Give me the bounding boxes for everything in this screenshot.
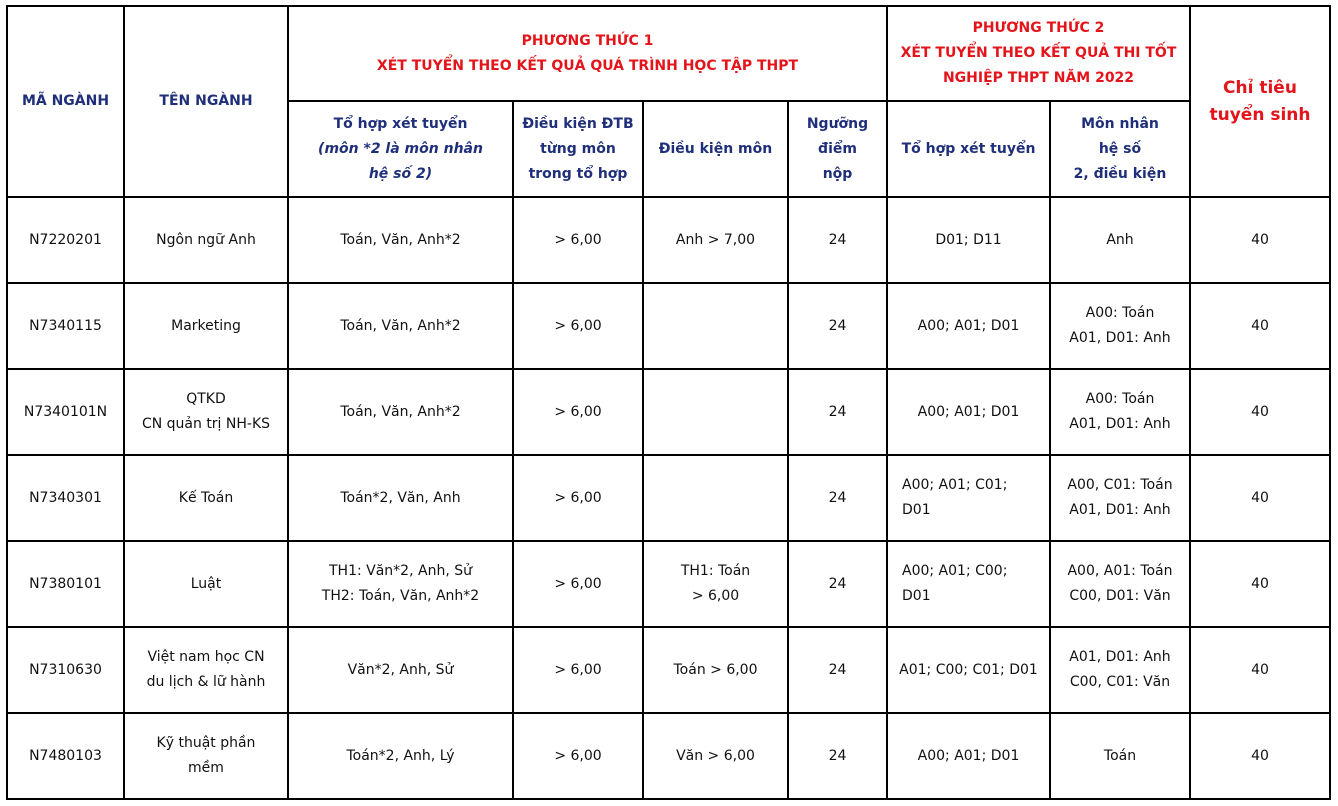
cell-combo [288, 455, 513, 541]
cell-combo-line-1: Toán*2, Văn, Anh [340, 489, 461, 506]
cell-weighted-line-2: A01, D01: Anh [1069, 330, 1171, 346]
cell-subject-condition [643, 197, 788, 283]
cell-code: N7340101N [7, 369, 124, 455]
cell-threshold: 24 [788, 713, 887, 799]
cell-name [124, 541, 288, 627]
combo-label: Tổ hợp xét tuyển [333, 115, 468, 132]
weighted-line-2: hệ số [1098, 140, 1142, 157]
cell-gpa: > 6,00 [513, 197, 643, 283]
cell-name-line-1: Việt nam học CN [147, 649, 265, 665]
cell-weighted [1050, 627, 1190, 713]
cell-combo-2-line-1: A00; A01; C01; [902, 477, 1008, 493]
cell-code: N7380101 [7, 541, 124, 627]
cell-threshold: 24 [788, 627, 887, 713]
cell-combo-2 [887, 369, 1050, 455]
cell-combo-2 [887, 713, 1050, 799]
cell-quota: 40 [1190, 627, 1330, 713]
cell-code: N7480103 [7, 713, 124, 799]
quota-line-2: tuyển sinh [1209, 104, 1311, 125]
cell-quota: 40 [1190, 713, 1330, 799]
method-2-subtitle-2: NGHIỆP THPT NĂM 2022 [942, 70, 1135, 86]
cell-combo [288, 713, 513, 799]
cell-name-line-1: Kế Toán [178, 489, 234, 506]
cell-quota: 40 [1190, 455, 1330, 541]
cell-combo-2 [887, 627, 1050, 713]
cell-combo-line-2: TH2: Toán, Văn, Anh*2 [321, 588, 480, 604]
cell-name [124, 369, 288, 455]
cell-gpa: > 6,00 [513, 369, 643, 455]
cell-name-line-2: du lịch & lữ hành [146, 674, 266, 690]
cell-weighted-line-1: A01, D01: Anh [1069, 649, 1171, 665]
cell-weighted-line-1: Toán [1103, 747, 1137, 764]
table-row [7, 197, 1330, 283]
cell-name-line-2: CN quản trị NH-KS [141, 416, 271, 432]
cell-subject-condition [643, 455, 788, 541]
cell-combo-2-line-2: D01 [902, 502, 931, 518]
cell-weighted-line-1: A00, A01: Toán [1067, 563, 1173, 579]
table-row [7, 713, 1330, 799]
cell-combo-2 [887, 541, 1050, 627]
weighted-line-1: Môn nhân [1081, 115, 1159, 132]
cell-threshold: 24 [788, 283, 887, 369]
cell-quota: 40 [1190, 369, 1330, 455]
header-combo [288, 101, 513, 197]
cell-subject-condition [643, 713, 788, 799]
gpa-line-2: từng môn [540, 140, 616, 157]
cell-combo-2-line-1: A00; A01; D01 [917, 317, 1020, 334]
method-1-subtitle: XÉT TUYỂN THEO KẾT QUẢ QUÁ TRÌNH HỌC TẬP THPT [376, 57, 799, 74]
cell-code: N7220201 [7, 197, 124, 283]
cell-weighted [1050, 713, 1190, 799]
cell-weighted-line-1: A00: Toán [1085, 391, 1155, 407]
cell-quota: 40 [1190, 283, 1330, 369]
cell-combo-2 [887, 283, 1050, 369]
header-method-2 [887, 6, 1190, 101]
cell-threshold: 24 [788, 197, 887, 283]
cell-combo-2 [887, 197, 1050, 283]
cell-combo [288, 369, 513, 455]
cell-combo-2-line-1: A01; C00; C01; D01 [899, 661, 1038, 678]
cell-weighted-line-2: C00, C01: Văn [1069, 674, 1171, 690]
cell-weighted-line-2: C00, D01: Văn [1069, 588, 1171, 604]
method-1-title: PHƯƠNG THỨC 1 [521, 32, 654, 49]
threshold-line-2: điểm [818, 140, 857, 157]
cell-condition-line-1: TH1: Toán [680, 563, 751, 579]
cell-name-line-1: Luật [190, 575, 222, 592]
cell-combo-line-1: Toán, Văn, Anh*2 [340, 403, 461, 420]
cell-subject-condition [643, 369, 788, 455]
header-subject-condition: Điều kiện môn [643, 101, 788, 197]
cell-threshold: 24 [788, 455, 887, 541]
cell-weighted-line-2: A01, D01: Anh [1069, 416, 1171, 432]
combo-note-1: (môn *2 là môn nhân [318, 140, 483, 157]
header-gpa [513, 101, 643, 197]
cell-combo-2-line-1: A00; A01; D01 [917, 403, 1020, 420]
cell-combo-2 [887, 455, 1050, 541]
gpa-line-1: Điều kiện ĐTB [522, 115, 634, 132]
cell-weighted [1050, 541, 1190, 627]
header-code: MÃ NGÀNH [7, 6, 124, 197]
cell-quota: 40 [1190, 197, 1330, 283]
cell-gpa: > 6,00 [513, 541, 643, 627]
threshold-line-1: Ngưỡng [806, 115, 869, 132]
header-name: TÊN NGÀNH [124, 6, 288, 197]
admission-table [6, 5, 1331, 800]
cell-name [124, 455, 288, 541]
cell-combo-2-line-1: D01; D11 [935, 231, 1002, 248]
cell-name-line-1: Kỹ thuật phần [156, 735, 256, 751]
cell-name-line-2: mềm [188, 760, 224, 776]
cell-threshold: 24 [788, 369, 887, 455]
table-row [7, 541, 1330, 627]
table-row [7, 627, 1330, 713]
cell-code: N7340301 [7, 455, 124, 541]
cell-weighted [1050, 369, 1190, 455]
cell-subject-condition [643, 627, 788, 713]
cell-threshold: 24 [788, 541, 887, 627]
gpa-line-3: trong tổ hợp [528, 165, 628, 182]
cell-weighted-line-1: A00: Toán [1085, 305, 1155, 321]
cell-combo-line-1: TH1: Văn*2, Anh, Sử [329, 563, 472, 579]
cell-combo [288, 541, 513, 627]
threshold-line-3: nộp [822, 165, 853, 182]
cell-combo-line-1: Văn*2, Anh, Sử [347, 661, 454, 678]
cell-gpa: > 6,00 [513, 283, 643, 369]
cell-condition-line-1: Anh > 7,00 [675, 231, 756, 248]
cell-combo-2-line-2: D01 [902, 588, 931, 604]
combo-note-2: hệ số 2) [368, 165, 433, 182]
cell-subject-condition [643, 283, 788, 369]
cell-combo-line-1: Toán*2, Anh, Lý [346, 747, 455, 764]
cell-name-line-1: Marketing [171, 317, 241, 334]
weighted-line-3: 2, điều kiện [1073, 165, 1167, 182]
cell-combo [288, 283, 513, 369]
header-method-1 [288, 6, 887, 101]
header-quota [1190, 6, 1330, 197]
cell-gpa: > 6,00 [513, 713, 643, 799]
cell-code: N7340115 [7, 283, 124, 369]
cell-combo-line-1: Toán, Văn, Anh*2 [340, 317, 461, 334]
header-threshold [788, 101, 887, 197]
cell-weighted-line-2: A01, D01: Anh [1069, 502, 1171, 518]
cell-name [124, 713, 288, 799]
cell-condition-line-1: Toán > 6,00 [673, 661, 758, 678]
cell-gpa: > 6,00 [513, 627, 643, 713]
quota-line-1: Chỉ tiêu [1223, 77, 1297, 98]
cell-condition-line-2: > 6,00 [691, 588, 740, 604]
table-row [7, 455, 1330, 541]
cell-quota: 40 [1190, 541, 1330, 627]
cell-weighted [1050, 283, 1190, 369]
cell-name [124, 197, 288, 283]
cell-combo-line-1: Toán, Văn, Anh*2 [340, 231, 461, 248]
cell-gpa: > 6,00 [513, 455, 643, 541]
method-2-subtitle-1: XÉT TUYỂN THEO KẾT QUẢ THI TỐT [900, 45, 1177, 61]
cell-name-line-1: QTKD [186, 391, 226, 407]
table-row [7, 369, 1330, 455]
cell-name-line-1: Ngôn ngữ Anh [156, 231, 256, 248]
cell-name [124, 283, 288, 369]
header-weighted [1050, 101, 1190, 197]
cell-weighted [1050, 455, 1190, 541]
cell-combo [288, 627, 513, 713]
cell-weighted-line-1: A00, C01: Toán [1067, 477, 1173, 493]
cell-weighted [1050, 197, 1190, 283]
header-combo-2: Tổ hợp xét tuyển [887, 101, 1050, 197]
method-2-title: PHƯƠNG THỨC 2 [972, 20, 1105, 36]
cell-subject-condition [643, 541, 788, 627]
cell-combo-2-line-1: A00; A01; C00; [902, 563, 1008, 579]
cell-weighted-line-1: Anh [1106, 231, 1134, 248]
cell-condition-line-1: Văn > 6,00 [676, 747, 755, 764]
cell-combo [288, 197, 513, 283]
table-row [7, 283, 1330, 369]
header-row-1 [7, 6, 1330, 101]
cell-combo-2-line-1: A00; A01; D01 [917, 747, 1020, 764]
cell-code: N7310630 [7, 627, 124, 713]
admission-table-sheet [6, 5, 1331, 800]
cell-name [124, 627, 288, 713]
